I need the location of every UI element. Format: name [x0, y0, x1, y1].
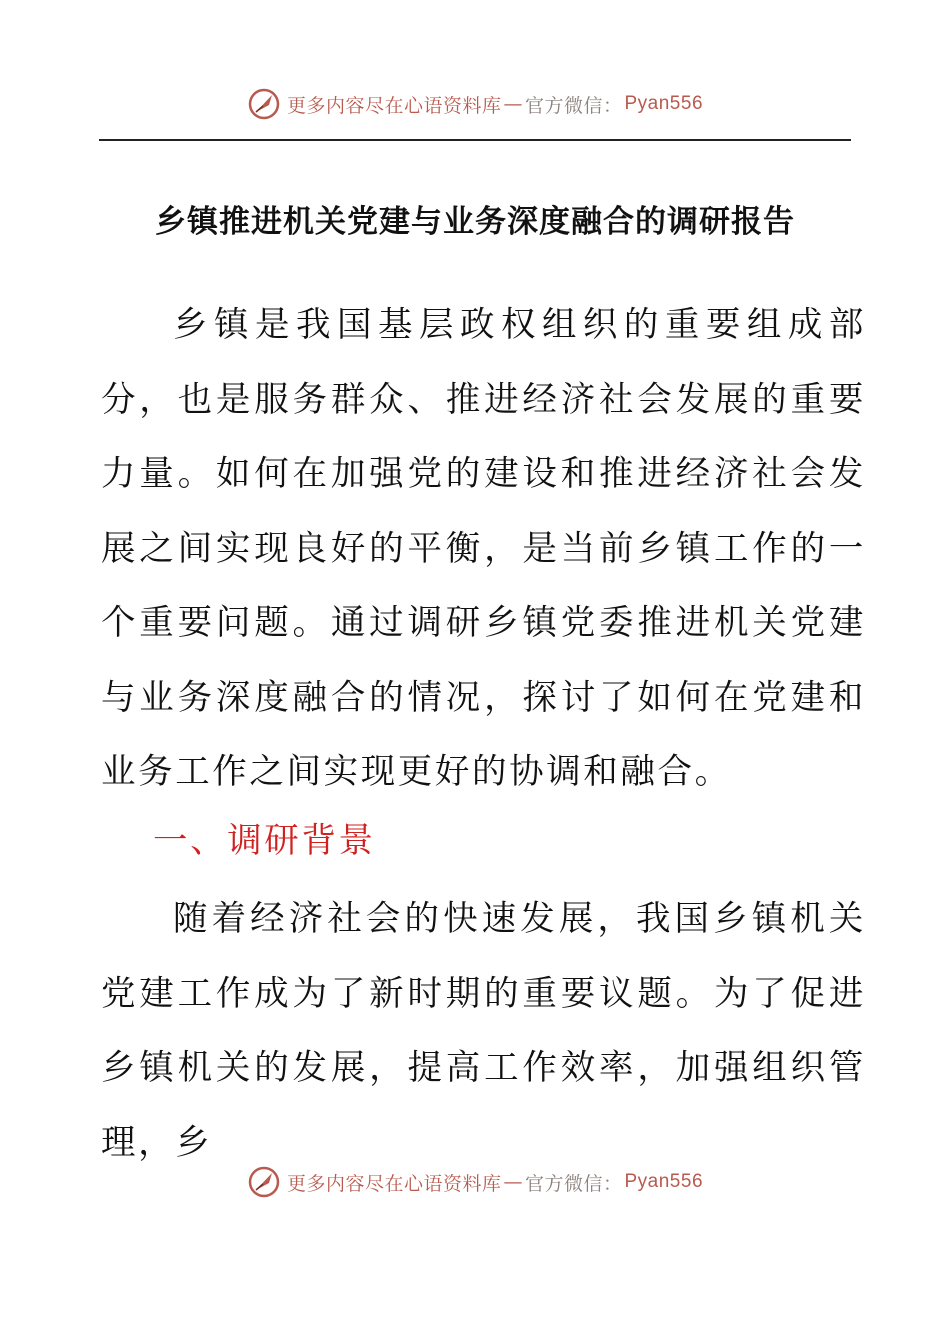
intro-paragraph: 乡镇是我国基层政权组织的重要组成部分，也是服务群众、推进经济社会发展的重要力量。如何在加强党的建设和推进经济社会发展之间实现良好的平衡，是当前乡镇工作的一个重要问题。通过调研乡镇党委推进机关党建与业务深度融合的情况，探讨了如何在党建和业务工作之间实现更好的协调和融合。 [101, 305, 866, 792]
quill-logo-icon [247, 87, 281, 121]
watermark-id: Pyan556 [624, 93, 704, 114]
watermark-dash: — [503, 93, 523, 115]
watermark-label: 官方微信： [524, 94, 623, 117]
page-title: 乡镇推进机关党建与业务深度融合的调研报告 [155, 204, 795, 240]
document-body [101, 288, 866, 1180]
header-divider [99, 139, 851, 141]
section-heading: 一、调研背景 [153, 820, 376, 861]
watermark-id: Pyan556 [624, 1171, 704, 1192]
watermark-label: 官方微信： [524, 1172, 623, 1195]
header-watermark [0, 84, 950, 124]
watermark-dash: — [503, 1171, 523, 1193]
watermark-prefix: 更多内容尽在心语资料库 [286, 1172, 502, 1195]
section-paragraph: 随着经济社会的快速发展，我国乡镇机关党建工作成为了新时期的重要议题。为了促进乡镇机关的发展，提高工作效率，加强组织管理，乡 [101, 899, 866, 1163]
footer-watermark [0, 1162, 950, 1202]
quill-logo-icon [247, 1165, 281, 1199]
watermark-prefix: 更多内容尽在心语资料库 [286, 94, 502, 117]
